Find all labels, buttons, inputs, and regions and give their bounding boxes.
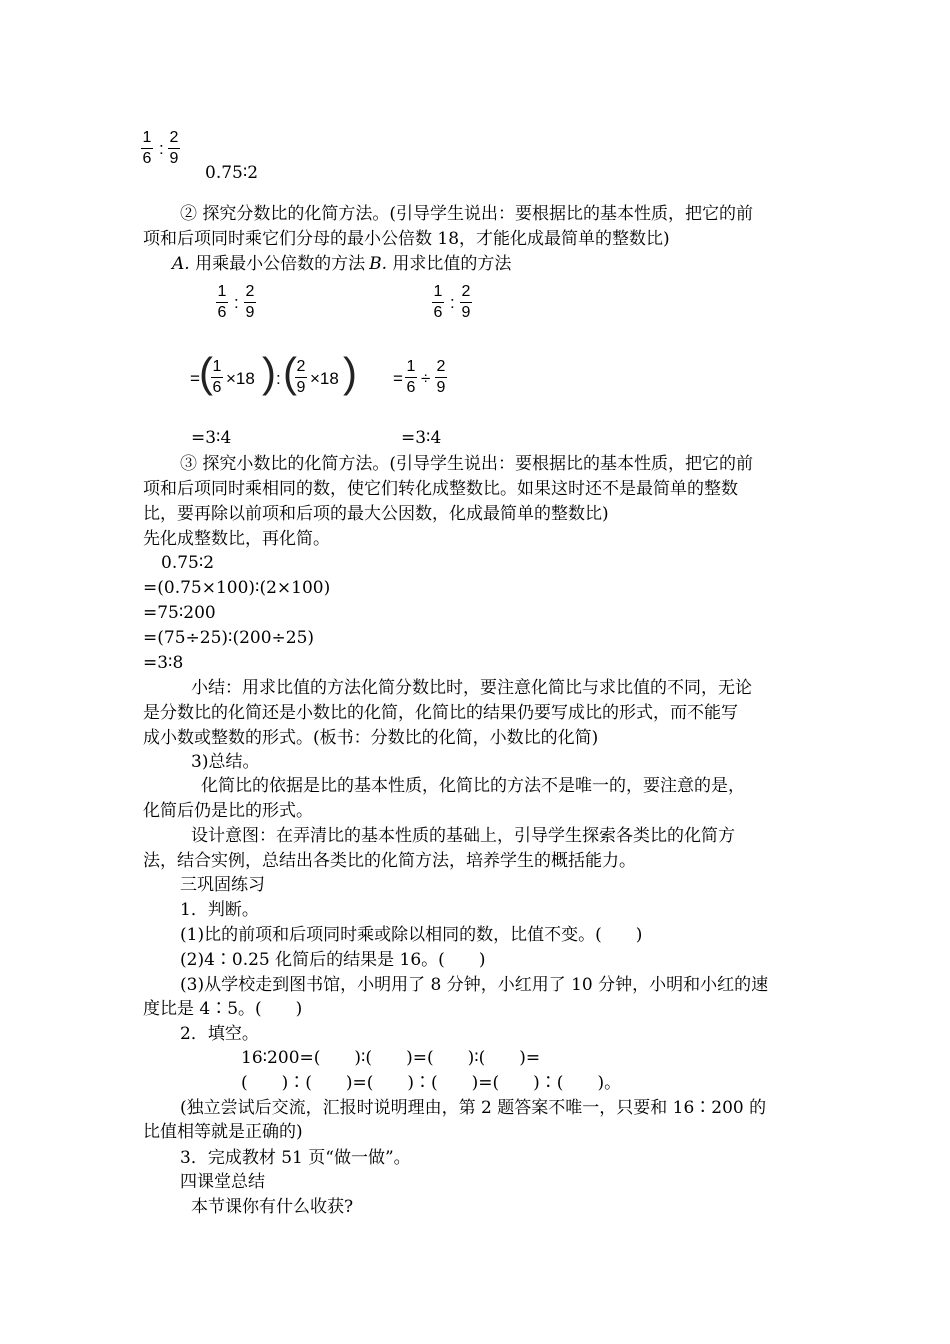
decimal-ratio: 0.75∶2 <box>205 163 259 183</box>
para3-line-2: 项和后项同时乘相同的数，使它们转化成整数比。如果这时还不是最简单的整数 <box>143 479 738 499</box>
para3-line-3: 比，要再除以前项和后项的最大公因数，化成最简单的整数比) <box>143 504 609 524</box>
para3-line-4: 先化成整数比，再化简。 <box>143 529 330 549</box>
calc-line-1: 0.75∶2 <box>161 553 215 573</box>
q3-text: 3．完成教材 51 页“做一做”。 <box>180 1148 411 1168</box>
methodA-times-18-b: ×18 <box>310 369 339 388</box>
section-four-heading: 四课堂总结 <box>180 1172 265 1192</box>
para3-line-1: ③ 探究小数比的化简方法。(引导学生说出：要根据比的基本性质，把它的前 <box>180 454 754 474</box>
left-paren: ( <box>199 349 213 396</box>
ratio-colon: : <box>159 139 164 158</box>
calc-line-2: =(0.75×100)∶(2×100) <box>143 578 331 598</box>
methodA-colon: : <box>234 293 239 312</box>
q2-note-line-2: 比值相等就是正确的) <box>143 1122 303 1142</box>
q1-item-3-cont: 度比是 4∶5。( ) <box>143 999 303 1019</box>
summary-line-1: 小结：用求比值的方法化简分数比时，要注意化简比与求比值的不同，无论 <box>191 678 752 698</box>
methodA-step-colon: : <box>276 369 281 388</box>
design-line-2: 法，结合实例，总结出各类比的化简方法，培养学生的概括能力。 <box>143 851 636 871</box>
methodA-times-18-a: ×18 <box>226 369 255 388</box>
summary-line-2: 是分数比的化简还是小数比的化简，化简比的结果仍要写成比的形式，而不能写 <box>143 703 738 723</box>
methodA-step-fraction-2: 2 9 <box>296 358 306 396</box>
left-paren: ( <box>283 349 297 396</box>
fraction-two-ninths: 2 9 <box>169 129 179 167</box>
methodA-step-fraction-1: 1 6 <box>212 358 222 396</box>
methodB-colon: : <box>450 293 455 312</box>
right-paren: ) <box>343 349 357 396</box>
methodB-result: =3∶4 <box>401 428 442 448</box>
para2-line-2: 项和后项同时乘它们分母的最小公倍数 18，才能化成最简单的整数比) <box>143 229 670 249</box>
q2-line-2: ( )∶( )=( )∶( )=( )∶( )。 <box>241 1073 622 1093</box>
methodA-equals: = <box>190 369 200 388</box>
q1-item-1: (1)比的前项和后项同时乘或除以相同的数，比值不变。( ) <box>180 925 643 945</box>
q2-note-line-1: (独立尝试后交流，汇报时说明理由，第 2 题答案不唯一，只要和 16∶200 的 <box>180 1098 767 1118</box>
methodB-equals: = <box>393 369 403 388</box>
summary-line-3: 成小数或整数的形式。(板书：分数比的化简，小数比的化简) <box>143 728 599 748</box>
right-paren: ) <box>262 349 276 396</box>
q1-item-2: (2)4∶0.25 化简后的结果是 16。( ) <box>180 950 486 970</box>
q1-item-3: (3)从学校走到图书馆，小明用了 8 分钟，小红用了 10 分钟，小明和小红的速 <box>180 975 769 995</box>
calc-line-5: =3∶8 <box>143 653 184 673</box>
calc-line-3: =75∶200 <box>143 603 216 623</box>
methodB-fraction-2: 2 9 <box>461 283 471 321</box>
q2-heading: 2．填空。 <box>180 1024 259 1044</box>
methodB-fraction-1: 1 6 <box>433 283 443 321</box>
conclusion-heading: 3)总结。 <box>191 752 260 772</box>
methodB-divide: ÷ <box>421 369 431 388</box>
methodA-fraction-2: 2 9 <box>245 283 255 321</box>
methodB-step-fraction-1: 1 6 <box>406 358 416 396</box>
q2-line-1: 16∶200=( )∶( )=( )∶( )= <box>241 1048 541 1068</box>
methods-heading: A. 用乘最小公倍数的方法 B. 用求比值的方法 <box>172 254 512 274</box>
methodA-fraction-1: 1 6 <box>217 283 227 321</box>
design-line-1: 设计意图：在弄清比的基本性质的基础上，引导学生探索各类比的化简方 <box>191 826 735 846</box>
q1-heading: 1．判断。 <box>180 900 259 920</box>
calc-line-4: =(75÷25)∶(200÷25) <box>143 628 315 648</box>
section-three-heading: 三巩固练习 <box>180 875 265 895</box>
conclusion-line-2: 化简后仍是比的形式。 <box>143 801 313 821</box>
para2-line-1: ② 探究分数比的化简方法。(引导学生说出：要根据比的基本性质，把它的前 <box>180 204 754 224</box>
methodA-result: =3∶4 <box>191 428 232 448</box>
methodB-step-fraction-2: 2 9 <box>436 358 446 396</box>
conclusion-line-1: 化简比的依据是比的基本性质，化简比的方法不是唯一的，要注意的是， <box>201 776 745 796</box>
fraction-one-sixth: 1 6 <box>142 129 152 167</box>
final-question: 本节课你有什么收获? <box>191 1197 354 1217</box>
